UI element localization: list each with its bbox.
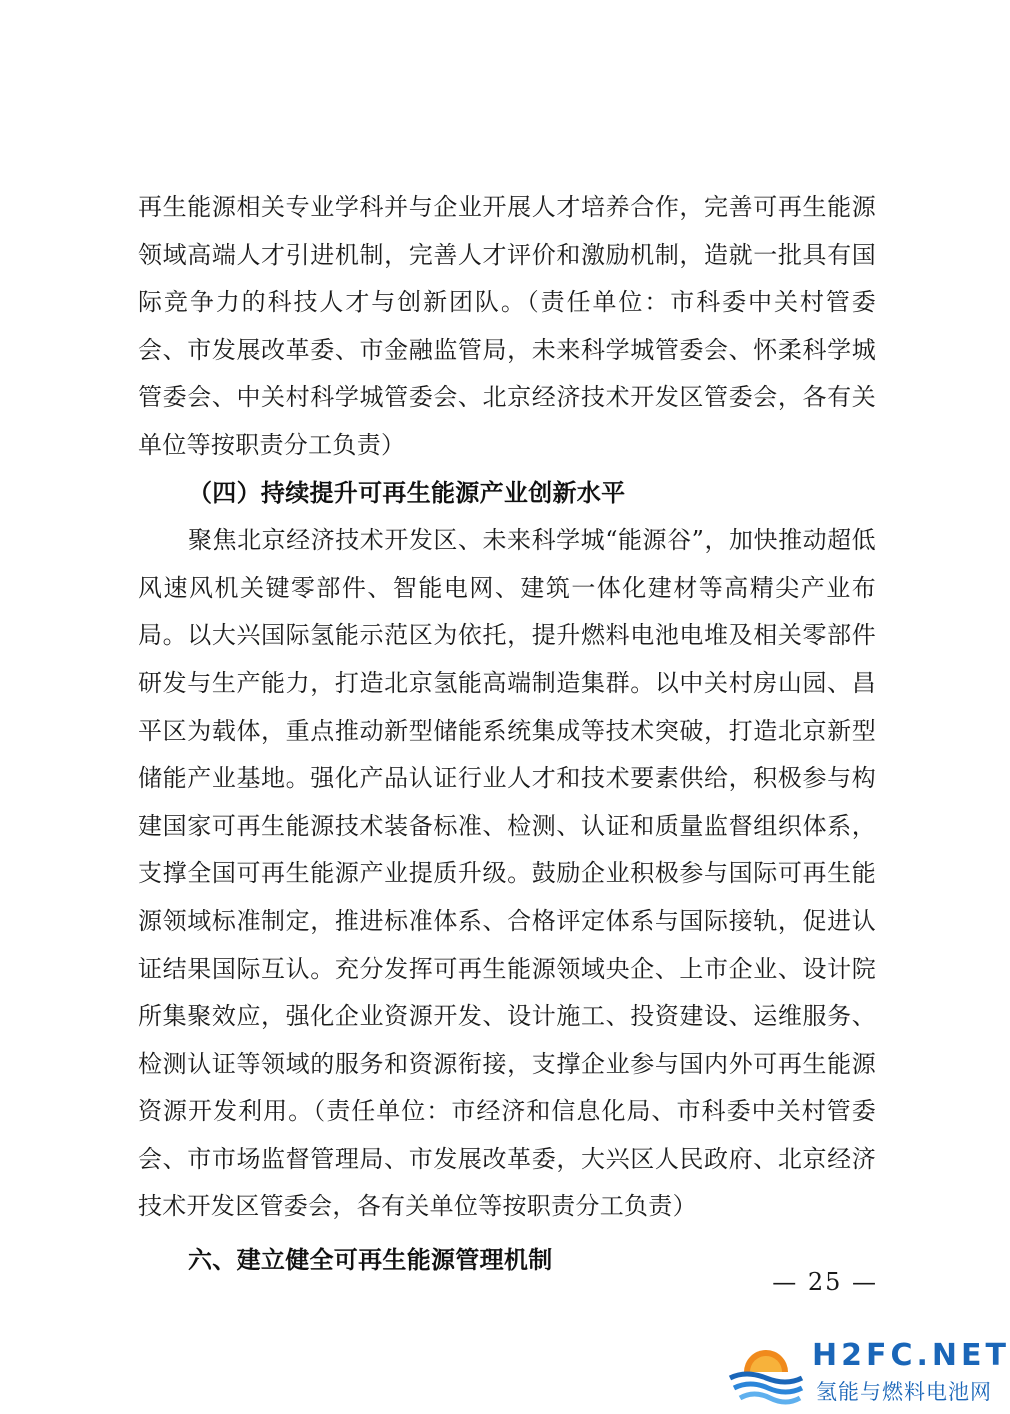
section-heading: 六、建立健全可再生能源管理机制 <box>188 1246 553 1275</box>
watermark-title-b: .NET <box>916 1338 1010 1373</box>
page-number: — 25 — <box>772 1268 878 1296</box>
document-body <box>138 184 876 1285</box>
watermark-title-a: H2FC <box>812 1338 917 1373</box>
watermark-logo <box>726 1332 1010 1408</box>
sun-wave-icon <box>726 1332 806 1408</box>
paragraph-industry: 聚焦北京经济技术开发区、未来科学城“能源谷”，加快推动超低风速风机关键零部件、智能电网、建筑一体化建材等高精尖产业布局。以大兴国际氢能示范区为依托，提升燃料电池电堆及相关零部件研发与生产能力，打造北京氢能高端制造集群。以中关村房山园、昌平区为载体，重点推动新型储能系统集成等技术突破，打造北京新型储能产业基地。强化产品认证行业人才和技术要素供给，积极参与构建国家可再生能源技术装备标准、检测、认证和质量监督组织体系，支撑全国可再生能源产业提质升级。鼓励企业积极参与国际可再生能源领域标准制定，推进标准体系、合格评定体系与国际接轨，促进认证结果国际互认。充分发挥可再生能源领域央企、上市企业、设计院所集聚效应，强化企业资源开发、设计施工、投资建设、运维服务、检测认证等领域的服务和资源衔接，支撑企业参与国内外可再生能源资源开发利用。（责任单位：市经济和信息化局、市科委中关村管委会、市市场监督管理局、市发展改革委，大兴区人民政府、北京经济技术开发区管委会，各有关单位等按职责分工负责） <box>138 526 876 1221</box>
watermark-subtitle: 氢能与燃料电池网 <box>816 1380 992 1404</box>
watermark-title <box>812 1338 1010 1373</box>
section-subheading: （四）持续提升可再生能源产业创新水平 <box>188 478 626 507</box>
paragraph-talent: 再生能源相关专业学科并与企业开展人才培养合作，完善可再生能源领域高端人才引进机制，完善人才评价和激励机制，造就一批具有国际竞争力的科技人才与创新团队。（责任单位：市科委中关村管委会、市发展改革委、市金融监管局，未来科学城管委会、怀柔科学城管委会、中关村科学城管委会、北京经济技术开发区管委会，各有关单位等按职责分工负责） <box>138 193 876 459</box>
